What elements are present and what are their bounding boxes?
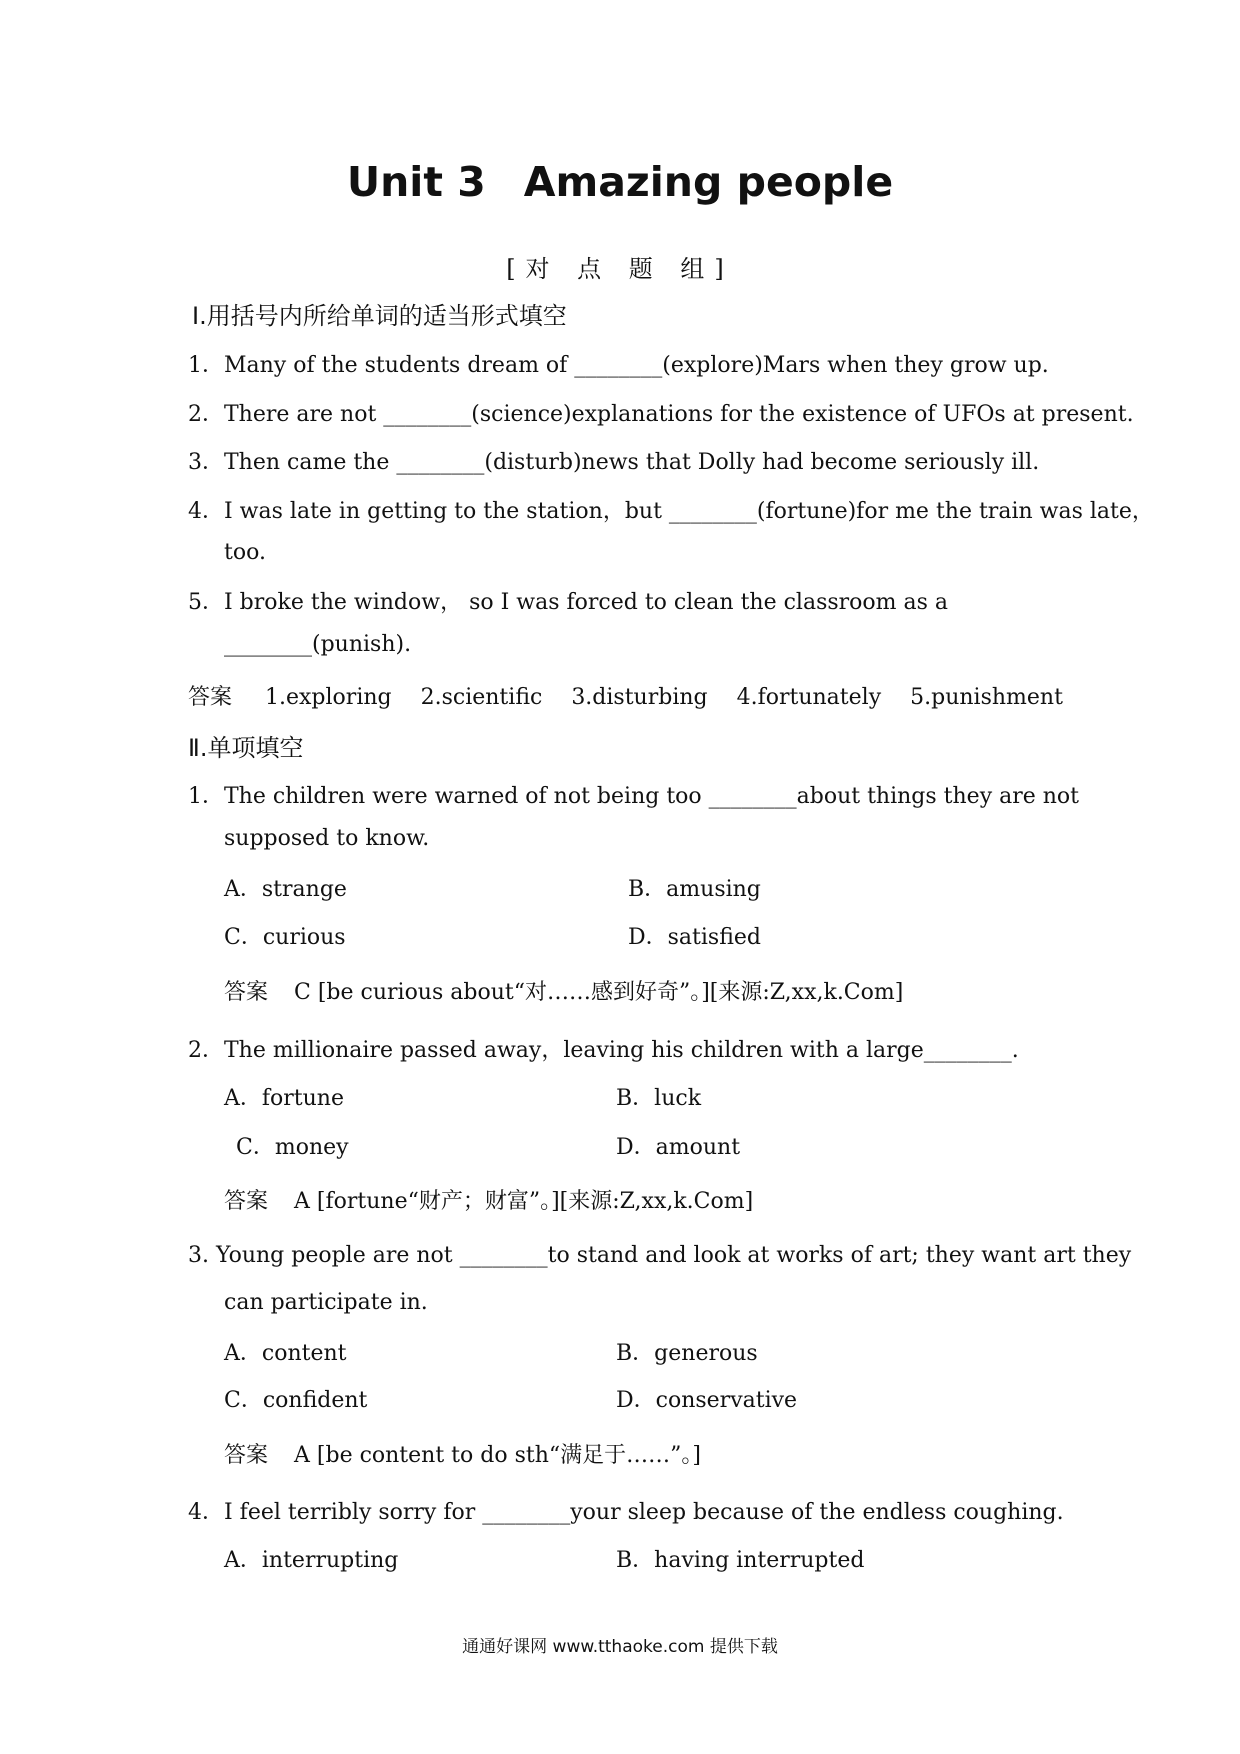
answer-item: 5.punishment bbox=[910, 685, 1063, 710]
footer-source: 通通好课网 www.tthaoke.com 提供下载 bbox=[462, 1637, 778, 1657]
answer-text: A [fortune“财产；财富”。][来源:Z,xx,k.Com] bbox=[294, 1189, 754, 1214]
s2-q3-option-d: D．conservative bbox=[616, 1388, 798, 1413]
answer-item: 2.scientific bbox=[420, 685, 543, 710]
section-1-heading: Ⅰ.用括号内所给单词的适当形式填空 bbox=[192, 302, 567, 330]
s1-question-1: 1．Many of the students dream of ________(explore)Mars when they grow up. bbox=[188, 353, 1049, 378]
s2-question-1-cont: supposed to know. bbox=[224, 826, 430, 851]
s2-q1-answer bbox=[224, 975, 903, 1006]
page-title bbox=[0, 158, 1240, 206]
answer-label: 答案 bbox=[188, 685, 233, 710]
subheading: [对 点 题 组] bbox=[506, 255, 734, 283]
title-topic: Amazing people bbox=[523, 158, 894, 206]
s2-question-3-cont: can participate in. bbox=[224, 1290, 428, 1315]
s2-q2-option-b: B．luck bbox=[616, 1086, 702, 1111]
s1-question-3: 3．Then came the ________(disturb)news that Dolly had become seriously ill. bbox=[188, 450, 1040, 475]
s2-q2-option-d: D．amount bbox=[616, 1135, 741, 1160]
s1-question-5-cont: ________(punish). bbox=[224, 632, 412, 657]
answer-label: 答案 bbox=[224, 1189, 269, 1214]
title-unit: Unit 3 bbox=[346, 158, 486, 206]
s1-answer-row bbox=[188, 680, 1063, 711]
s2-question-1: 1．The children were warned of not being too ________about things they are not bbox=[188, 784, 1080, 809]
answer-item: 1.exploring bbox=[265, 685, 392, 710]
s2-q1-option-a: A．strange bbox=[224, 877, 347, 902]
s2-q1-option-b: B．amusing bbox=[628, 877, 761, 902]
answer-text: C [be curious about“对……感到好奇”。][来源:Z,xx,k.Com] bbox=[294, 980, 904, 1005]
s2-q4-option-a: A．interrupting bbox=[224, 1548, 399, 1573]
s2-question-4: 4．I feel terribly sorry for ________your sleep because of the endless coughing. bbox=[188, 1500, 1064, 1525]
s2-question-3: 3. Young people are not ________to stand and look at works of art; they want art they bbox=[188, 1243, 1132, 1268]
answer-label: 答案 bbox=[224, 980, 269, 1005]
s2-q3-option-c: C．confident bbox=[224, 1388, 368, 1413]
s2-q1-option-d: D．satisfied bbox=[628, 925, 761, 950]
s2-q3-option-a: A．content bbox=[224, 1341, 347, 1366]
s1-question-2: 2．There are not ________(science)explanations for the existence of UFOs at present. bbox=[188, 402, 1134, 427]
s2-q3-answer bbox=[224, 1438, 701, 1469]
answer-label: 答案 bbox=[224, 1443, 269, 1468]
s2-q2-option-c: C．money bbox=[236, 1135, 349, 1160]
s2-q1-option-c: C．curious bbox=[224, 925, 346, 950]
answer-item: 3.disturbing bbox=[571, 685, 708, 710]
s1-question-5: 5．I broke the window， so I was forced to clean the classroom as a bbox=[188, 590, 949, 615]
s2-q4-option-b: B．having interrupted bbox=[616, 1548, 865, 1573]
s2-q3-option-b: B．generous bbox=[616, 1341, 758, 1366]
s1-question-4-cont: too. bbox=[224, 540, 266, 565]
answer-text: A [be content to do sth“满足于……”。] bbox=[294, 1443, 701, 1468]
s2-q2-answer bbox=[224, 1184, 753, 1215]
answer-item: 4.fortunately bbox=[736, 685, 882, 710]
section-2-heading: Ⅱ.单项填空 bbox=[188, 734, 304, 762]
s2-question-2: 2．The millionaire passed away，leaving his children with a large________. bbox=[188, 1038, 1019, 1063]
s1-question-4: 4．I was late in getting to the station，but ________(fortune)for me the train was late， bbox=[188, 499, 1154, 524]
s2-q2-option-a: A．fortune bbox=[224, 1086, 344, 1111]
